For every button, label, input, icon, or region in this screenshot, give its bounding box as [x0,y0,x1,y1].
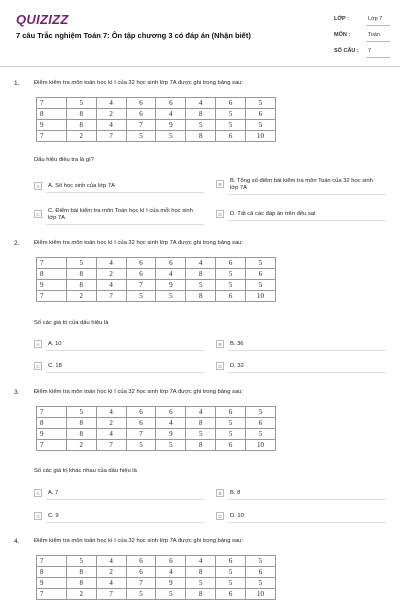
score-table-row [37,280,276,291]
score-cell: 8 [37,418,67,429]
score-cell: 6 [156,407,186,418]
score-cell: 8 [186,418,216,429]
meta-grade [334,14,390,26]
score-cell: 2 [96,269,126,280]
score-cell: 5 [126,589,156,600]
score-cell: 8 [66,120,96,131]
option-letter-box: C [34,210,42,218]
score-cell: 4 [96,578,126,589]
worksheet-title: 7 câu Trắc nghiệm Toán 7: Ôn tập chương 3 có đáp án (Nhận biết) [16,31,251,40]
question-number: 3. [14,389,20,396]
score-cell: 8 [186,131,216,142]
score-cell: 4 [96,556,126,567]
header-divider [0,66,400,67]
score-cell: 6 [216,98,246,109]
score-cell: 5 [156,131,186,142]
score-cell: 5 [156,589,186,600]
score-cell: 6 [126,567,156,578]
score-cell: 7 [37,440,67,451]
score-cell: 7 [96,291,126,302]
option-text: B. 36 [230,341,244,347]
score-cell: 7 [37,589,67,600]
worksheet-header [0,0,400,68]
score-cell: 8 [37,269,67,280]
score-cell: 5 [66,98,96,109]
score-cell: 5 [246,556,276,567]
score-table [36,406,276,451]
score-cell: 2 [66,291,96,302]
score-cell: 9 [37,578,67,589]
option-underline [228,372,386,373]
score-cell: 9 [156,578,186,589]
score-cell: 7 [126,280,156,291]
option-underline [46,499,204,500]
score-cell: 6 [216,589,246,600]
question-prompt: Dấu hiệu điều tra là gì? [34,157,94,163]
option-text: D. Tất cả các đáp án trên đều sai [230,211,316,217]
question-text: Điểm kiểm tra môn toán học kì I của 32 học sinh lớp 7A được ghi trong bảng sau: [34,389,244,395]
question-prompt: Số các giá trị của dấu hiệu là [34,320,109,326]
score-cell: 5 [246,578,276,589]
score-cell: 7 [96,440,126,451]
option-underline [228,350,386,351]
option-text: A. 10 [48,341,62,347]
score-cell: 10 [246,131,276,142]
score-cell: 5 [246,258,276,269]
score-cell: 5 [216,429,246,440]
meta-label: MÔN : [334,32,351,38]
score-cell: 6 [126,98,156,109]
score-cell: 7 [37,407,67,418]
meta-underline [366,41,390,42]
score-cell: 4 [96,407,126,418]
score-table-row [37,120,276,131]
score-cell: 7 [37,131,67,142]
option-underline [228,522,386,523]
score-cell: 7 [96,131,126,142]
score-cell: 4 [96,98,126,109]
score-cell: 9 [37,429,67,440]
score-cell: 8 [66,109,96,120]
score-cell: 5 [186,578,216,589]
score-cell: 7 [37,98,67,109]
option-letter-box: D [216,210,224,218]
score-cell: 5 [126,291,156,302]
score-cell: 8 [186,109,216,120]
score-cell: 4 [156,269,186,280]
score-cell: 4 [96,258,126,269]
question-number: 2. [14,240,20,247]
option-underline [46,372,204,373]
option-underline [228,194,386,195]
score-cell: 6 [126,109,156,120]
option-underline [46,224,204,225]
question-prompt: Số các giá trị khác nhau của dấu hiệu là [34,468,137,474]
question-text: Điểm kiểm tra môn toán học kì I của 32 học sinh lớp 7A được ghi trong bảng sau: [34,240,244,246]
score-cell: 7 [126,578,156,589]
score-cell: 7 [37,556,67,567]
score-cell: 2 [66,589,96,600]
score-cell: 5 [246,120,276,131]
score-cell: 4 [96,429,126,440]
score-cell: 5 [246,429,276,440]
meta-value: Lớp 7 [368,16,383,22]
score-cell: 7 [37,291,67,302]
score-cell: 8 [66,418,96,429]
score-cell: 2 [66,440,96,451]
score-cell: 5 [66,407,96,418]
score-cell: 5 [246,98,276,109]
score-cell: 6 [126,269,156,280]
score-table-row [37,291,276,302]
score-cell: 8 [186,567,216,578]
score-cell: 9 [156,280,186,291]
meta-subject [334,30,390,42]
score-cell: 6 [156,556,186,567]
score-cell: 8 [66,269,96,280]
score-cell: 5 [216,269,246,280]
score-cell: 6 [216,131,246,142]
meta-underline [366,57,390,58]
score-cell: 10 [246,589,276,600]
score-cell: 6 [216,556,246,567]
score-cell: 6 [246,109,276,120]
score-cell: 6 [126,418,156,429]
score-cell: 6 [216,407,246,418]
score-cell: 8 [37,109,67,120]
score-table-row [37,407,276,418]
score-table-row [37,418,276,429]
score-cell: 5 [216,120,246,131]
score-table-row [37,440,276,451]
score-cell: 2 [96,109,126,120]
score-cell: 8 [66,578,96,589]
score-cell: 5 [216,109,246,120]
question-text: Điểm kiểm tra môn toán học kì I của 32 học sinh lớp 7A được ghi trong bảng sau: [34,80,244,86]
option-letter-box: D [216,512,224,520]
score-table-row [37,429,276,440]
option-text: D. 10 [230,513,244,519]
score-cell: 5 [156,291,186,302]
score-cell: 6 [126,407,156,418]
score-cell: 5 [126,131,156,142]
score-cell: 7 [126,120,156,131]
question-number: 1. [14,80,20,87]
score-cell: 6 [246,567,276,578]
option-underline [228,499,386,500]
score-cell: 5 [246,280,276,291]
option-text: C. Điểm bài kiểm tra môn Toán học kì I của mỗi học sinh lớp 7A [48,208,193,221]
score-cell: 8 [66,429,96,440]
option-underline [46,192,204,193]
option-letter-box: B [216,180,224,188]
option-letter-box: B [216,340,224,348]
meta-value: Toán [368,32,380,38]
score-cell: 5 [126,440,156,451]
score-cell: 5 [186,429,216,440]
score-table-row [37,589,276,600]
option-letter-box: B [216,489,224,497]
meta-label: SỐ CÂU : [334,48,359,54]
option-letter-box: A [34,182,42,190]
score-cell: 5 [186,280,216,291]
option-text: C. 18 [48,363,62,369]
score-cell: 6 [246,269,276,280]
option-text: A. Số học sinh của lớp 7A [48,183,115,189]
meta-question-count [334,46,390,58]
score-cell: 9 [156,120,186,131]
question-number: 4. [14,538,20,545]
score-cell: 5 [246,407,276,418]
meta-value: 7 [368,48,372,54]
score-cell: 9 [37,280,67,291]
option-text: C. 9 [48,513,59,519]
option-letter-box: C [34,512,42,520]
score-cell: 2 [66,131,96,142]
score-cell: 4 [186,407,216,418]
score-cell: 4 [186,98,216,109]
option-letter-box: A [34,340,42,348]
score-cell: 8 [66,567,96,578]
score-cell: 6 [216,258,246,269]
score-cell: 2 [96,418,126,429]
score-cell: 5 [216,567,246,578]
score-cell: 4 [156,567,186,578]
score-table-row [37,109,276,120]
option-text: D. 32 [230,363,244,369]
score-cell: 6 [216,291,246,302]
score-cell: 5 [216,280,246,291]
option-letter-box: C [34,362,42,370]
score-cell: 10 [246,440,276,451]
option-text: B. 8 [230,490,241,496]
score-cell: 8 [186,589,216,600]
option-underline [46,522,204,523]
score-cell: 6 [126,258,156,269]
score-table-row [37,269,276,280]
meta-underline [366,25,390,26]
score-cell: 4 [156,418,186,429]
score-cell: 6 [156,98,186,109]
option-text: B. Tổng số điểm bài kiểm tra môn Toán của 32 học sinh lớp 7A [230,178,373,191]
score-cell: 9 [37,120,67,131]
score-cell: 6 [156,258,186,269]
score-cell: 8 [186,440,216,451]
option-underline [46,350,204,351]
score-cell: 8 [186,269,216,280]
score-table-row [37,258,276,269]
score-cell: 5 [156,440,186,451]
score-cell: 5 [186,120,216,131]
score-table [36,257,276,302]
score-table [36,97,276,142]
score-cell: 4 [186,556,216,567]
score-table-row [37,556,276,567]
score-cell: 2 [96,567,126,578]
score-cell: 7 [96,589,126,600]
score-cell: 6 [246,418,276,429]
score-cell: 10 [246,291,276,302]
score-table-row [37,98,276,109]
score-cell: 8 [186,291,216,302]
score-cell: 5 [216,418,246,429]
score-cell: 5 [66,258,96,269]
option-letter-box: A [34,489,42,497]
score-table [36,555,276,600]
meta-label: LỚP : [334,16,349,22]
score-cell: 4 [96,120,126,131]
score-cell: 5 [216,578,246,589]
score-table-row [37,567,276,578]
score-cell: 8 [66,280,96,291]
score-cell: 4 [186,258,216,269]
option-underline [228,220,386,221]
option-letter-box: D [216,362,224,370]
score-cell: 4 [96,280,126,291]
score-cell: 4 [156,109,186,120]
score-cell: 6 [216,440,246,451]
score-cell: 5 [66,556,96,567]
score-cell: 7 [126,429,156,440]
question-text: Điểm kiểm tra môn toán học kì I của 32 học sinh lớp 7A được ghi trong bảng sau: [34,538,244,544]
score-cell: 6 [126,556,156,567]
score-table-row [37,131,276,142]
score-cell: 8 [37,567,67,578]
score-cell: 9 [156,429,186,440]
score-table-row [37,578,276,589]
quizizz-logo: QUIZIZZ [16,12,69,27]
score-cell: 7 [37,258,67,269]
option-text: A. 7 [48,490,59,496]
